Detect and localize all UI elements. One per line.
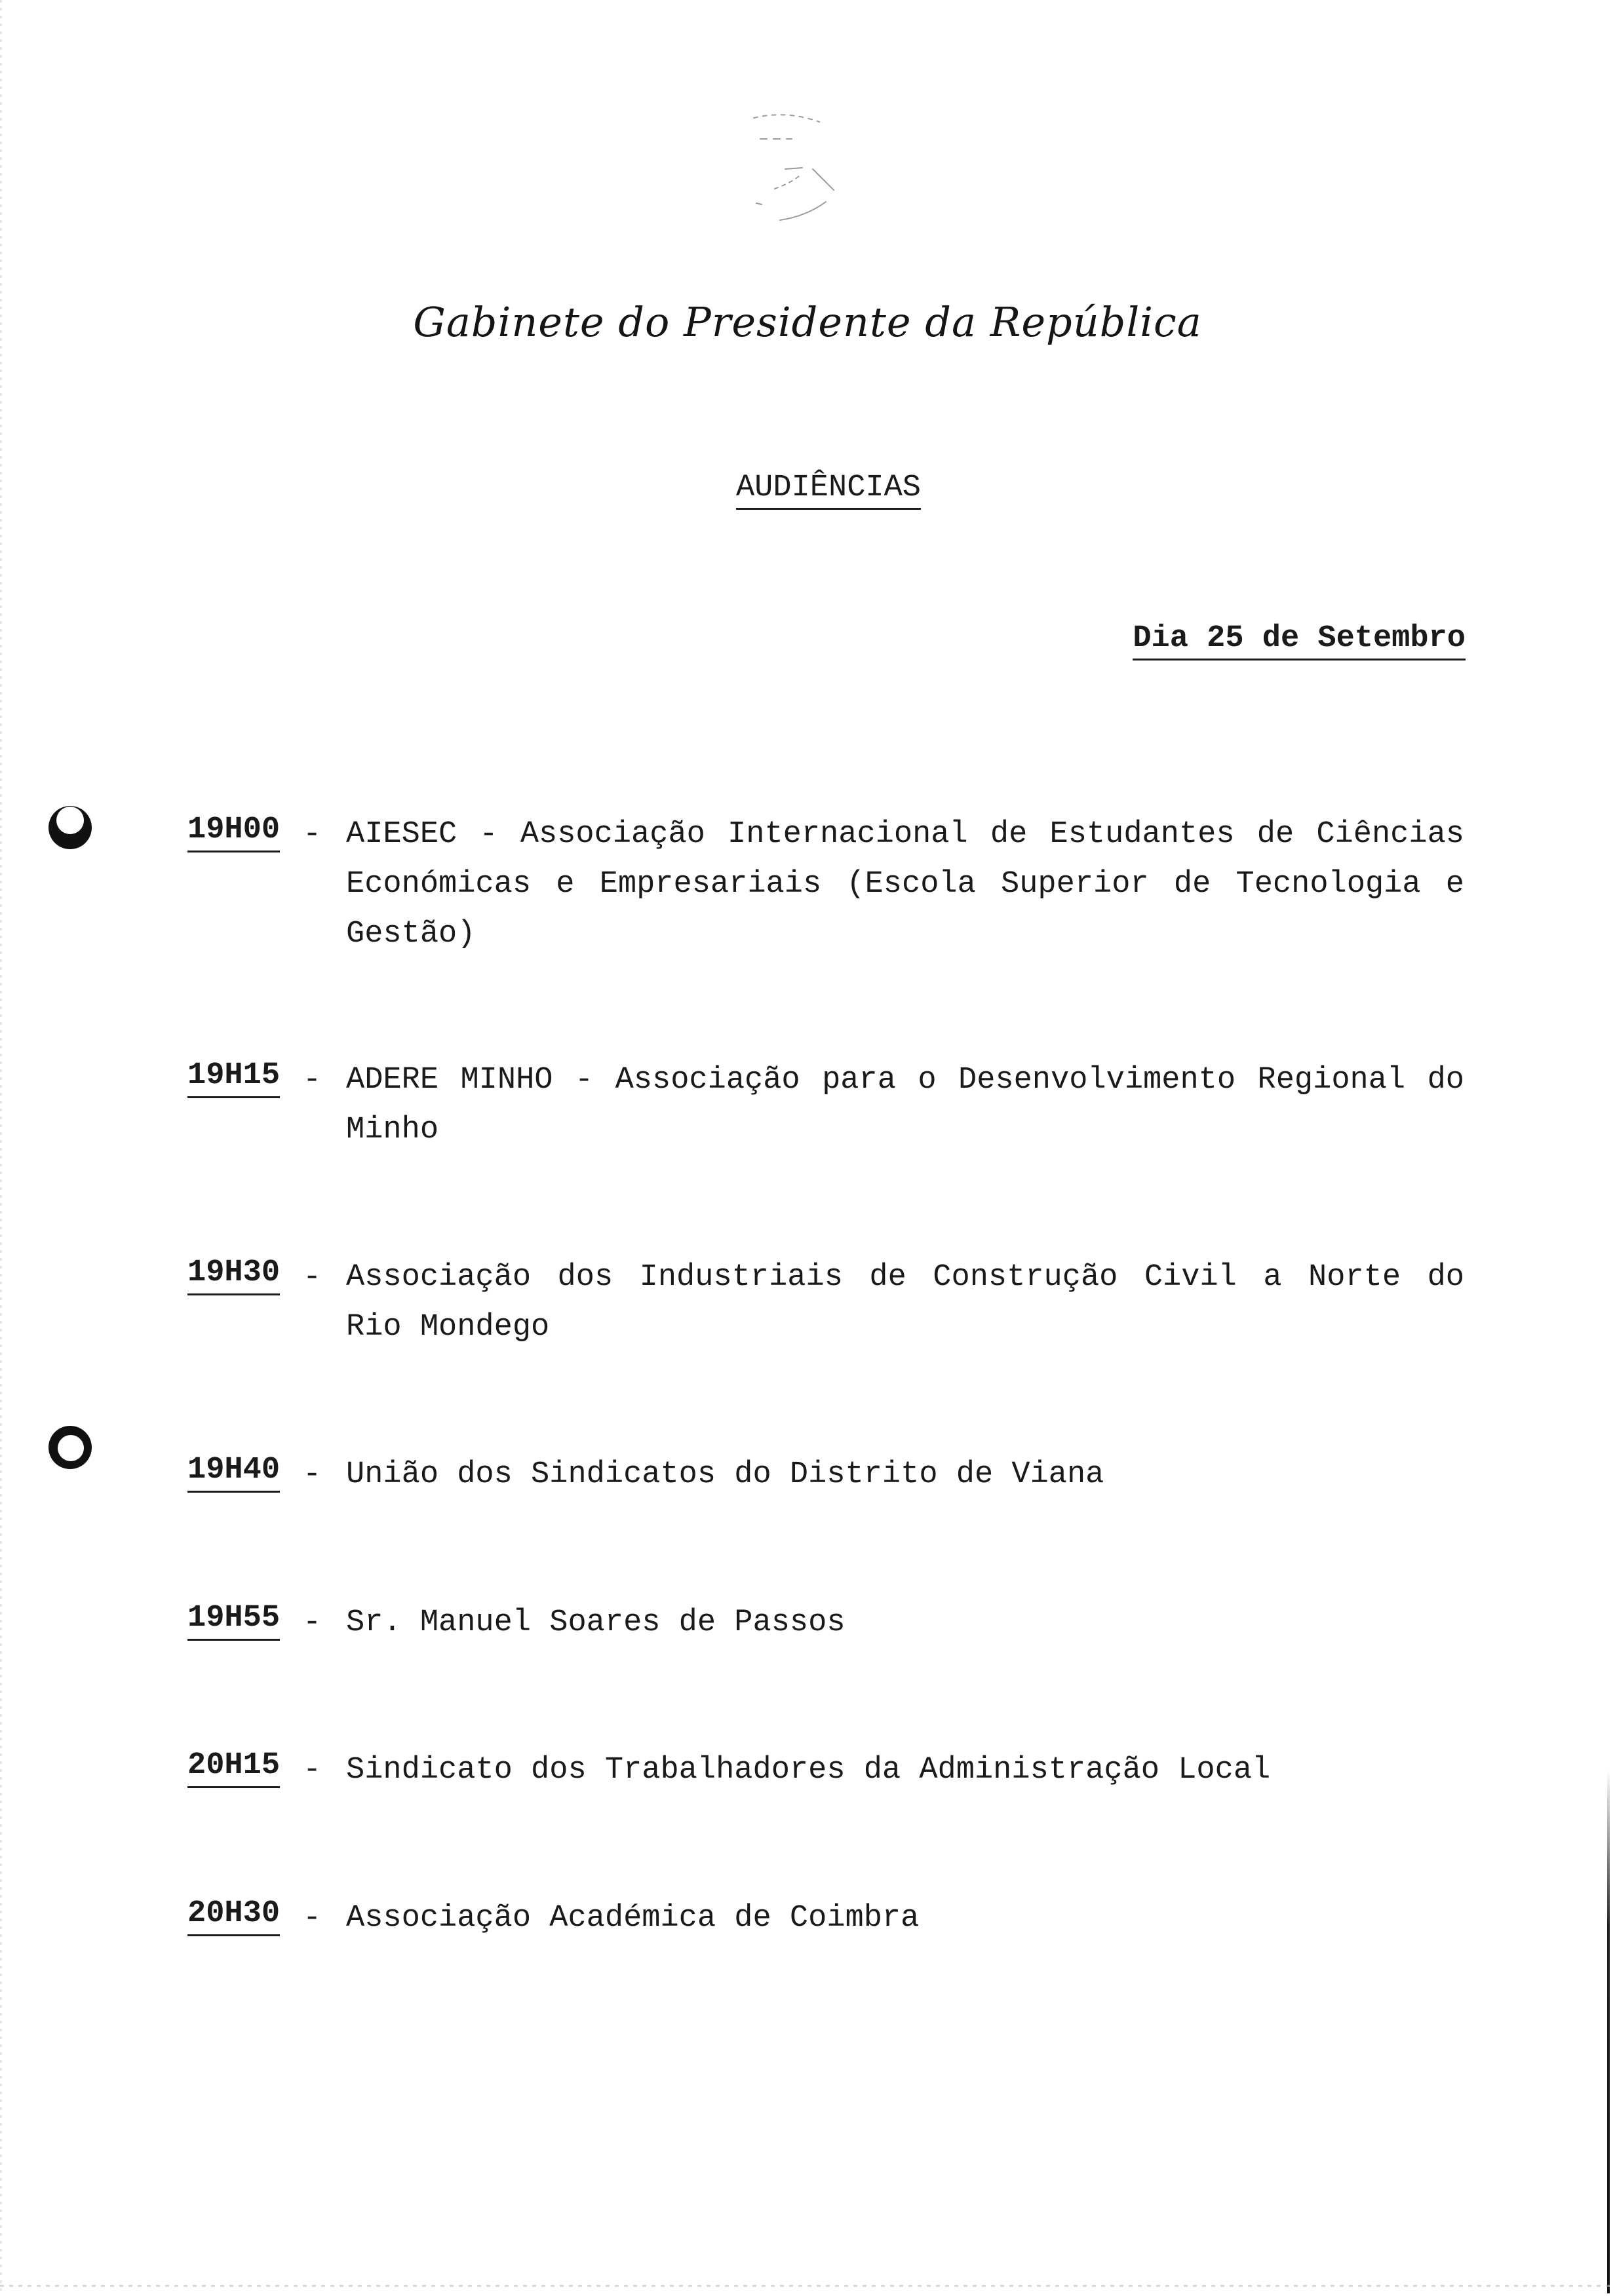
- coat-of-arms-emblem: [714, 105, 872, 262]
- page-title: [0, 470, 1615, 505]
- entry-description: AIESEC - Associação Internacional de Estudantes de Ciências Económicas e Empresariais (Escola Superior de Tecnologia e Gestão): [346, 817, 1483, 951]
- entry-time: 20H30: [187, 1894, 280, 1936]
- letterhead: Gabinete do Presidente da República: [413, 298, 1202, 346]
- punch-hole-bottom: [46, 1423, 94, 1472]
- schedule-entry: [187, 1598, 1466, 1648]
- schedule-entry: [187, 1253, 1483, 1352]
- entry-dash: -: [303, 1260, 322, 1295]
- entry-time: 19H15: [187, 1056, 280, 1098]
- entry-description: ADERE MINHO - Associação para o Desenvolvimento Regional do Minho: [346, 1063, 1483, 1147]
- entry-time: 20H15: [187, 1746, 280, 1788]
- schedule-entry: [187, 1450, 1466, 1500]
- schedule-entry: [187, 1894, 1466, 1943]
- entry-time: 19H00: [187, 810, 280, 852]
- entry-time: 19H55: [187, 1598, 280, 1641]
- page-bottom-edge: [0, 2285, 1615, 2287]
- entry-dash: -: [303, 817, 322, 852]
- entry-time: 19H40: [187, 1450, 280, 1493]
- entry-time: 19H30: [187, 1253, 280, 1295]
- page-title-text: AUDIÊNCIAS: [736, 470, 921, 510]
- entry-dash: -: [303, 1901, 322, 1936]
- entry-description: Associação dos Industriais de Construção Civil a Norte do Rio Mondego: [346, 1260, 1483, 1345]
- entry-dash: -: [303, 1753, 322, 1788]
- schedule-entry: [187, 1056, 1483, 1155]
- entry-dash: -: [303, 1605, 322, 1640]
- entry-dash: -: [303, 1457, 322, 1492]
- entry-dash: -: [303, 1063, 322, 1098]
- punch-hole-top: [46, 803, 94, 852]
- page-right-edge: [1607, 1769, 1610, 2293]
- entry-description: União dos Sindicatos do Distrito de Viana: [346, 1457, 1104, 1492]
- schedule-entry: [187, 1746, 1466, 1795]
- entry-description: Sindicato dos Trabalhadores da Administração Local: [346, 1753, 1271, 1788]
- schedule-entry: [187, 810, 1483, 959]
- entry-description: Sr. Manuel Soares de Passos: [346, 1605, 846, 1640]
- entry-description: Associação Académica de Coimbra: [346, 1901, 920, 1936]
- document-date: Dia 25 de Setembro: [1133, 621, 1466, 660]
